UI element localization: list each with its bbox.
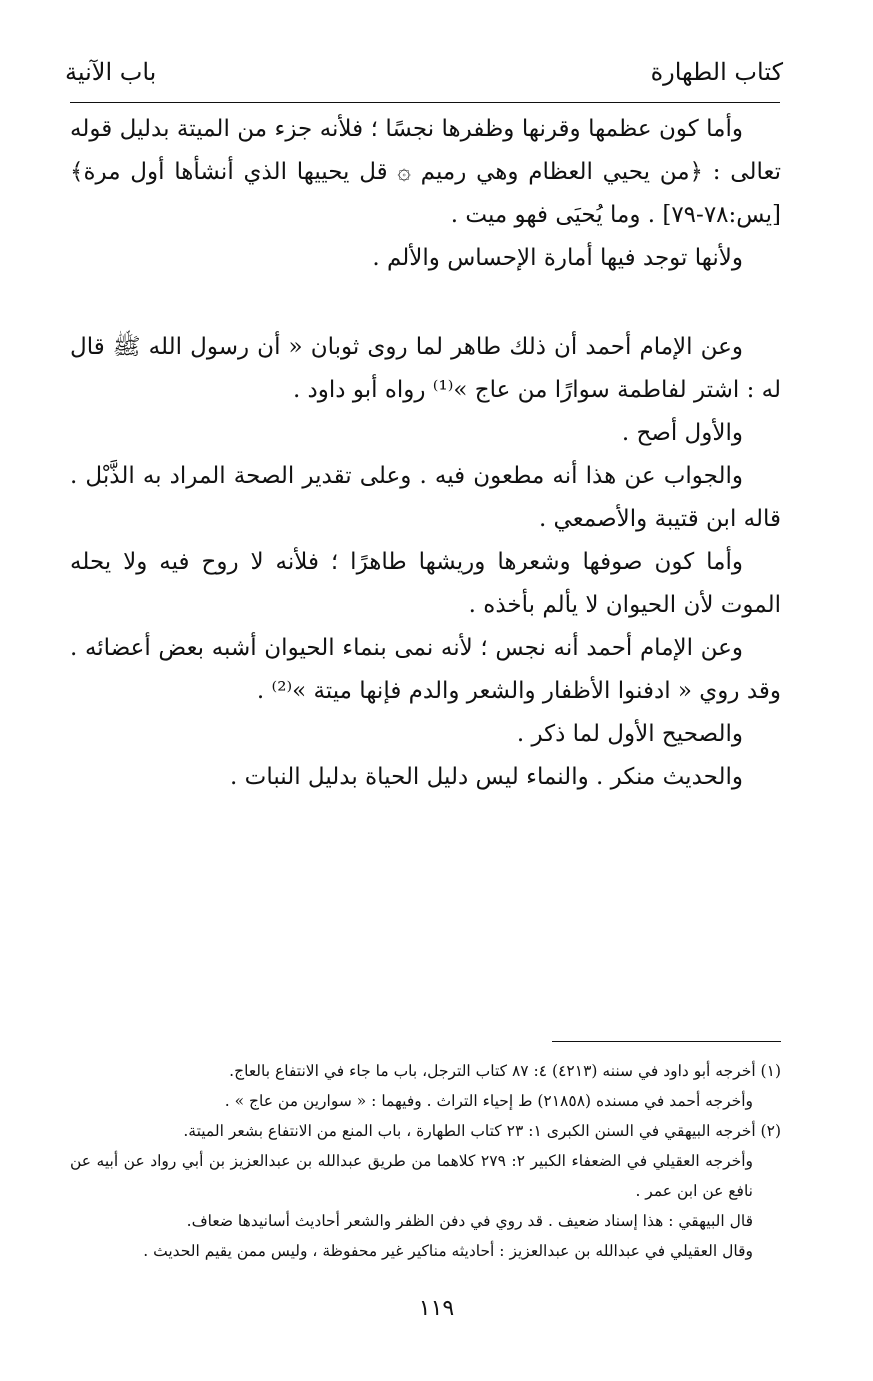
paragraph: والحديث منكر . والنماء ليس دليل الحياة بدليل النبات . [230, 764, 743, 790]
paragraph: ولأنها توجد فيها أمارة الإحساس والألم . [372, 245, 743, 271]
paragraph: وعن الإمام أحمد أن ذلك طاهر لما روى ثوبان « أن رسول الله ﷺ قال له : اشتر لفاطمة سوارًا من عاج »⁽¹⁾ رواه أبو داود . [70, 334, 781, 403]
footnote-line: وأخرجه العقيلي في الضعفاء الكبير ٢: ٢٧٩ كلاهما من طريق عبدالله بن عبدالعزيز بن أبي رواد عن أبيه عن نافع عن ابن عمر . [70, 1152, 753, 1200]
running-header-chapter-title: باب الآنية [65, 58, 157, 86]
paragraph: وأما كون صوفها وشعرها وريشها طاهرًا ؛ فلأنه لا روح فيه ولا يحله الموت لأن الحيوان لا يألم بأخذه . [70, 549, 781, 618]
paragraph: والأول أصح . [621, 420, 743, 446]
paragraph: والجواب عن هذا أنه مطعون فيه . وعلى تقدير الصحة المراد به الذَّبْل . قاله ابن قتيبة والأصمعي . [70, 463, 781, 532]
footnote-line: وقال العقيلي في عبدالله بن عبدالعزيز : أحاديثه مناكير غير محفوظة ، وليس ممن يقيم الحديث . [143, 1242, 753, 1260]
section-gap [70, 280, 781, 326]
paragraph: وأما كون عظمها وقرنها وظفرها نجسًا ؛ فلأنه جزء من الميتة بدليل قوله تعالى : ﴿من يحيي العظام وهي رميم ۞ قل يحييها الذي أنشأها أول مرة﴾ [يس:٧٨-٧٩] . وما يُحيَى فهو ميت . [70, 116, 781, 228]
footnote-line: (١) أخرجه أبو داود في سننه (٤٢١٣) ٤: ٨٧ كتاب الترجل، باب ما جاء في الانتفاع بالعاج. [229, 1062, 781, 1080]
paragraph: والصحيح الأول لما ذكر . [516, 721, 743, 747]
footnote-line: وأخرجه أحمد في مسنده (٢١٨٥٨) ط إحياء التراث . وفيهما : « سوارين من عاج » . [224, 1092, 753, 1110]
main-text [70, 108, 781, 799]
footnote-line: (٢) أخرجه البيهقي في السنن الكبرى ١: ٢٣ كتاب الطهارة ، باب المنع من الانتفاع بشعر الميتة. [183, 1122, 781, 1140]
page-number: ١١٩ [418, 1296, 455, 1321]
paragraph: وعن الإمام أحمد أنه نجس ؛ لأنه نمى بنماء الحيوان أشبه بعض أعضائه . وقد روي « ادفنوا الأظفار والشعر والدم فإنها ميتة »⁽²⁾ . [70, 635, 781, 704]
footnotes [70, 1056, 781, 1266]
footnote-divider [552, 1041, 781, 1042]
header-divider [70, 102, 780, 103]
running-header-book-title: كتاب الطهارة [650, 58, 783, 86]
footnote-line: قال البيهقي : هذا إسناد ضعيف . قد روي في دفن الظفر والشعر أحاديث أسانيدها ضعاف. [186, 1212, 753, 1230]
